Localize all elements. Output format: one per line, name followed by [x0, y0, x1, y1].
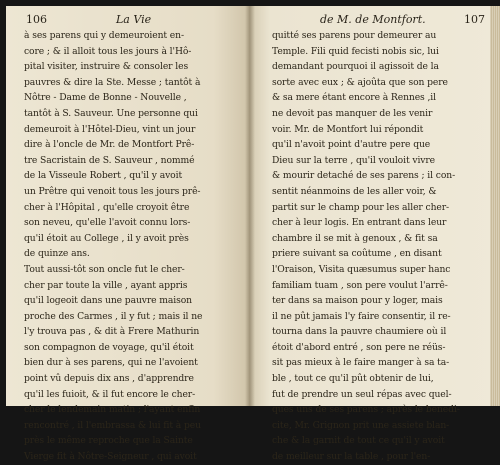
text-line: sit pas mieux à le faire manger à sa ta-	[272, 357, 450, 369]
text-line: quitté ses parens pour demeurer au	[272, 30, 437, 41]
text-line: rencontré , il l'embrassa & lui fit à peu	[24, 419, 201, 431]
text-line: il ne pût jamais l'y faire consentir, il re-	[272, 310, 451, 322]
text-line: tre Sacristain de S. Sauveur , nommé	[24, 154, 195, 166]
text-line: de meilleur sur la table , pour l'en-	[272, 451, 431, 463]
text-line: l'Oraison, Visita quæsumus super hanc	[272, 263, 451, 275]
page-edges	[490, 6, 500, 406]
text-line: son compagnon de voyage, qu'il étoit	[24, 341, 194, 353]
text-line: son neveu, qu'elle l'avoit connu lors-	[24, 217, 191, 229]
text-line: cher le lendemain matin ; l'ayant enfin	[24, 404, 201, 416]
text-line: & sa mere étant encore à Rennes ,il	[272, 92, 436, 104]
text-line: proche des Carmes , il y fut ; mais il ne	[24, 310, 203, 322]
text-line: & mourir detaché de ses parens ; il con-	[272, 170, 456, 182]
text-line: qu'il n'avoit point d'autre pere que	[272, 139, 431, 151]
text-line: ter dans sa maison pour y loger, mais	[272, 295, 443, 307]
text-line: Temple. Fili quid fecisti nobis sic, lui	[272, 45, 439, 57]
text-line: l'y trouva pas , & dit à Frere Mathurin	[24, 326, 200, 338]
text-line: Tout aussi-tôt son oncle fut le cher-	[24, 263, 185, 275]
text-line: fut de prendre un seul répas avec quel-	[272, 388, 452, 400]
text-line: Vierge fit à Nôtre-Seigneur , qui avoit	[24, 451, 197, 463]
text-line: près le même reproche que la Sainte	[24, 435, 193, 447]
text-line: pital visiter, instruire & consoler les	[24, 61, 189, 73]
page-body	[24, 28, 238, 465]
text-line: dire à l'oncle de Mr. de Montfort Prê-	[24, 139, 195, 151]
text-line: qu'il étoit au College , il y avoit près	[24, 232, 189, 244]
text-line: cher par toute la ville , ayant appris	[24, 279, 188, 291]
text-line: cher à l'Hôpital , qu'elle croyoit être	[24, 201, 190, 213]
text-line: de quinze ans.	[24, 248, 90, 260]
text-line: de la Visseule Robert , qu'il y avoit	[24, 170, 183, 182]
page-number: 106	[26, 13, 47, 26]
text-line: qu'il les fuioit, & il fut encore le cher-	[24, 388, 196, 400]
text-line: cite, Mr. Grignon prit une assiete blan-	[272, 419, 450, 431]
text-line: voir. Mr. de Montfort lui répondit	[272, 123, 424, 135]
text-line: che & la garnit de tout ce qu'il y avoit	[272, 435, 445, 447]
text-line: bien dur à ses parens, qui ne l'avoient	[24, 357, 198, 369]
text-line: sentit néanmoins de les aller voir, &	[272, 185, 437, 197]
text-line: ne devoit pas manquer de les venir	[272, 107, 433, 119]
text-line: ques uns de ses parens ; après le benedi-	[272, 404, 460, 416]
text-line: étoit d'abord entré , son pere ne réüs-	[272, 341, 446, 353]
text-line: Dieu sur la terre , qu'il vouloit vivre	[272, 154, 436, 166]
right-page	[250, 6, 500, 463]
running-head: de M. de Montfort.	[320, 13, 426, 26]
text-line: pauvres & dire la Ste. Messe ; tantôt à	[24, 76, 201, 88]
open-book	[6, 6, 500, 463]
text-line: core ; & il alloit tous les jours à l'Hô-	[24, 45, 192, 57]
page-number: 107	[464, 13, 485, 26]
text-line: tourna dans la pauvre chaumiere où il	[272, 326, 447, 338]
text-line: sorte avec eux ; & ajoûta que son pere	[272, 76, 448, 88]
text-line: Nôtre - Dame de Bonne - Nouvelle ,	[24, 92, 187, 104]
text-line: cher à leur logis. En entrant dans leur	[272, 217, 447, 229]
text-line: demeuroit à l'Hôtel-Dieu, vint un jour	[24, 123, 196, 135]
text-line: à ses parens qui y demeuroient en-	[24, 30, 184, 41]
running-head: La Vie	[116, 13, 152, 26]
book-gutter	[245, 6, 255, 406]
text-line: point vû depuis dix ans , d'apprendre	[24, 373, 194, 385]
page-body	[272, 28, 488, 465]
text-line: familiam tuam , son pere voulut l'arrê-	[272, 279, 448, 291]
text-line: ble , tout ce qu'il pût obtenir de lui,	[272, 373, 434, 385]
left-page	[6, 6, 250, 463]
text-line: qu'il logeoit dans une pauvre maison	[24, 295, 193, 307]
text-line: chambre il se mit à genoux , & fit sa	[272, 232, 438, 244]
text-line: demandant pourquoi il agissoit de la	[272, 61, 439, 73]
text-line: un Prêtre qui venoit tous les jours prê-	[24, 185, 201, 197]
text-line: partit sur le champ pour les aller cher-	[272, 201, 450, 213]
text-line: tantôt à S. Sauveur. Une personne qui	[24, 107, 198, 119]
text-line: priere suivant sa coûtume , en disant	[272, 248, 442, 260]
